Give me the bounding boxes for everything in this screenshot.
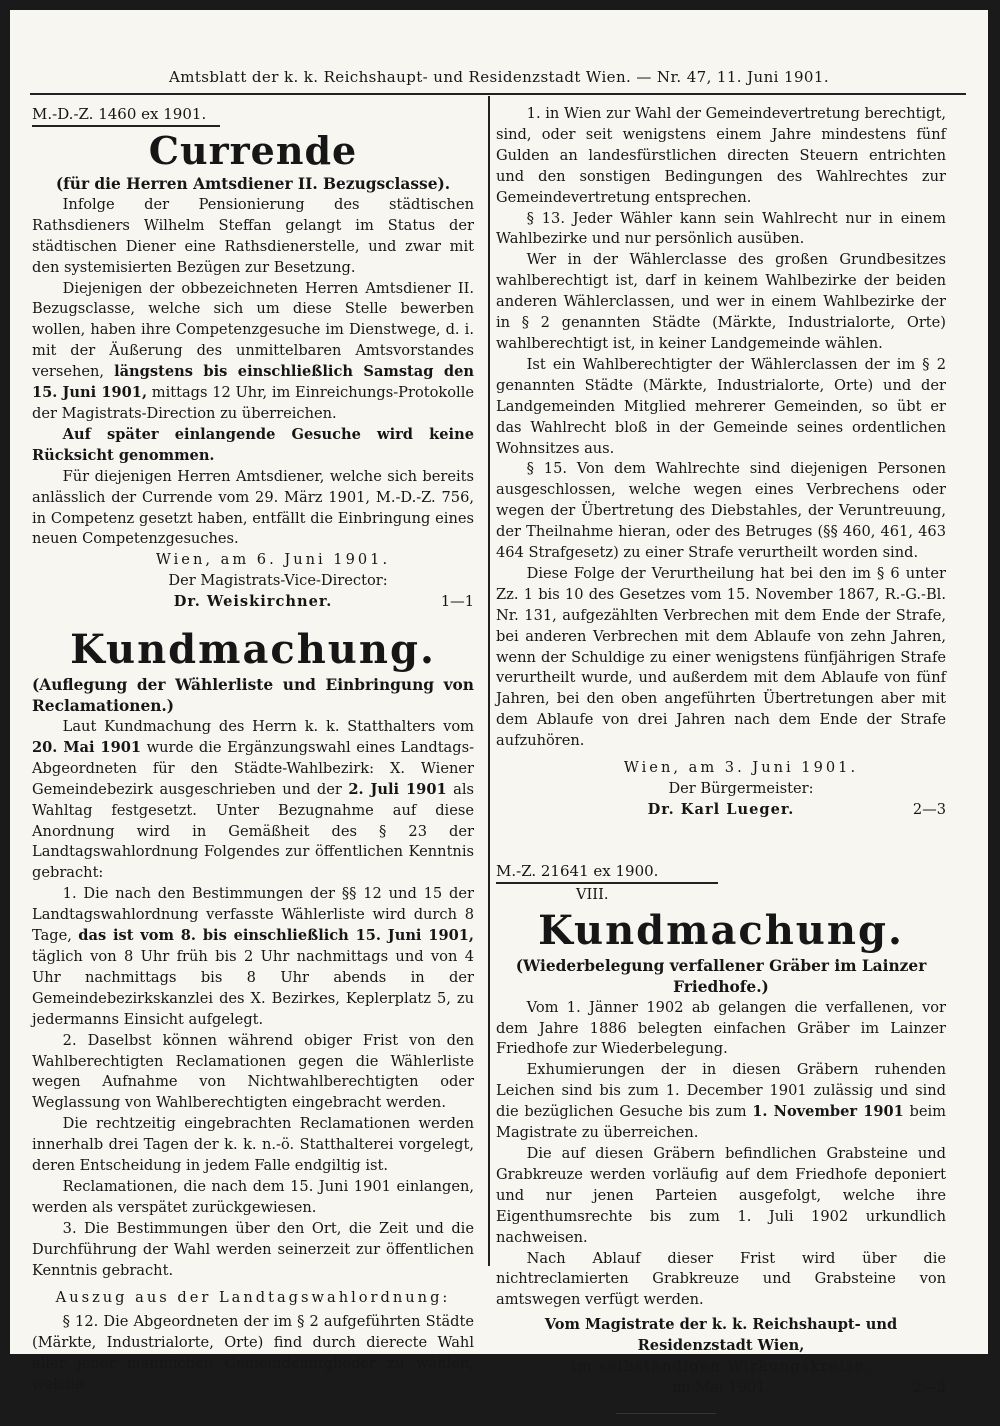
paragraph-12: § 12. Die Abgeordneten der im § 2 aufgeführten Städte (Märkte, Industrialorte, Orte) find durch dierecte Wahl aller jener männlichen Gemeindemitglieder zu wählen, welche — [32, 1313, 474, 1394]
continuation-paragraph: Wer in der Wählerclasse des großen Grundbesitzes wahlberechtigt ist, darf in keinem Wahlbezirke der beiden anderen Wählerclassen, und wer in einem Wahlbezirke der in § 2 genannten Städte (Märkte, Industrialorte, Orte) wahlberechtigt ist, in keiner Landgemeinde wählen. — [496, 251, 946, 352]
kundmachung-paragraph: Reclamationen, die nach dem 15. Juni 1901 einlangen, werden als verspätet zurückgewiesen. — [32, 1177, 474, 1216]
kundmachung2-sphere: im selbständigen Wirkungskreise, — [571, 1358, 871, 1376]
kundmachung-item: 2. Daselbst können während obiger Frist von den Wahlberechtigten Reclamationen gegen die Wählerliste wegen Aufnahme von Nichtwahlberechtigten oder Weglassung von Wahlberechtigten eingebracht werden. — [32, 1031, 474, 1112]
kundmachung2-date: im Mai 1901. — [672, 1378, 770, 1396]
currende-signature — [32, 592, 474, 613]
kundmachung-title: Kundmachung. — [70, 626, 436, 674]
currende-place-date: Wien, am 6. Juni 1901. — [155, 551, 391, 569]
currende-tag: 1—1 — [440, 593, 474, 611]
paragraph-15: § 15. Von dem Wahlrechte sind diejenigen Personen ausgeschlossen, welche wegen eines Verbrechens oder wegen der Übertretung des Diebstahles, der Veruntreuung, der Theilnahme hieran, oder des Betruges (§§ 460, 461, 463 464 Strafgesetz) zu einer Strafe verurtheilt worden sind. — [496, 460, 946, 562]
column-divider — [488, 96, 490, 1266]
currende-paragraph: Diejenigen der obbezeichneten Herren Amtsdiener II. Bezugsclasse, welche sich um diese Stelle bewerben wollen, haben ihre Competenzgesuche im Dienstwege, d. i. mit der Äußerung des unmittelbaren Amtsvorstandes versehen, längstens bis einschließlich Samstag den 15. Juni 1901, mittags 12 Uhr, im Einreichungs-Protokolle der Magistrats-Direction zu überreichen. — [32, 279, 475, 422]
kundmachung-item: 1. Die nach den Bestimmungen der §§ 12 und 15 der Landtagswahlordnung verfasste Wählerliste wird durch 8 Tage, das ist vom 8. bis einschließlich 15. Juni 1901, täglich von 8 Uhr früh bis 2 Uhr nachmittags und von 4 Uhr nachmittags bis 8 Uhr abends in der Gemeindebezirkskanzlei des X. Bezirkes, Keplerplatz 5, zu jedermanns Einsicht aufgelegt. — [32, 885, 474, 1028]
header-rule — [30, 93, 966, 95]
kundmachung2-reference: M.-Z. 21641 ex 1900. — [496, 861, 718, 884]
kundmachung2-paragraph: Nach Ablauf dieser Frist wird über die nichtreclamierten Grabkreuze und Grabsteine von amtswegen verfügt werden. — [496, 1249, 946, 1309]
kundmachung-paragraph: Laut Kundmachung des Herrn k. k. Statthalters vom 20. Mai 1901 wurde die Ergänzungswahl eines Landtags-Abgeordneten für den Städte-Wahlbezirk: X. Wiener Gemeindebezirk ausgeschrieben und der 2. Juli 1901 als Wahltag festgesetzt. Unter Bezugnahme auf diese Anordnung wird in Gemäßheit des § 23 der Landtagswahlordnung Folgendes zur öffentlichen Kenntnis gebracht: — [32, 718, 475, 882]
kundmachung2-department: VIII. — [576, 885, 609, 903]
currende-reference: M.-D.-Z. 1460 ex 1901. — [32, 104, 220, 127]
lueger-tag: 2—3 — [912, 800, 946, 818]
left-column — [32, 104, 474, 1396]
paragraph-13: § 13. Jeder Wähler kann sein Wahlrecht nur in einem Wahlbezirke und nur persönlich ausüben. — [496, 209, 946, 248]
kundmachung2-tag: 2—3 — [912, 1378, 946, 1396]
kundmachung-paragraph: Die rechtzeitig eingebrachten Reclamationen werden innerhalb drei Tagen der k. k. n.-ö. Statthalterei vorgelegt, deren Entscheidung in jedem Falle endgiltig ist. — [32, 1115, 474, 1175]
continuation-paragraph: 1. in Wien zur Wahl der Gemeindevertretung berechtigt, sind, oder seit wenigstens einem Jahre mindestens fünf Gulden an landesfürstlichen directen Steuern entrichten und den sonstigen Bedingungen des Wahlrechtes zur Gemeindevertretung entsprechen. — [496, 105, 946, 206]
continuation-paragraph: Ist ein Wahlberechtigter der Wählerclassen der im § 2 genannten Städte (Märkte, Industrialorte, Orte) und der Landgemeinden Mitglied mehrerer Gemeinden, so übt er das Wahlrecht bloß in der Gemeinde seines ordentlichen Wohnsitzes aus. — [496, 355, 946, 457]
currende-title: Currende — [148, 127, 358, 173]
right-column — [496, 104, 946, 1426]
currende-paragraph: Infolge der Pensionierung des städtischen Rathsdieners Wilhelm Steffan gelangt im Status der städtischen Diener eine Rathsdienerstelle, und zwar mit den systemisierten Bezügen zur Besetzung. — [32, 195, 474, 276]
lueger-signature — [496, 800, 946, 821]
currende-signer-role: Der Magistrats-Vice-Director: — [168, 572, 388, 590]
currende-signer-name: Dr. Weiskirchner. — [173, 593, 333, 611]
closing-rule — [616, 1413, 716, 1414]
kundmachung2-subtitle: (Wiederbelegung verfallener Gräber im Lainzer Friedhofe.) — [515, 956, 927, 996]
running-header: Amtsblatt der k. k. Reichshaupt- und Residenzstadt Wien. — Nr. 47, 11. Juni 1901. — [168, 68, 829, 86]
currende-subtitle: (für die Herren Amtsdiener II. Bezugsclasse). — [55, 174, 451, 193]
kundmachung2-authority: Vom Magistrate der k. k. Reichshaupt- und Residenzstadt Wien, — [544, 1316, 898, 1355]
continuation-paragraph: Diese Folge der Verurtheilung hat bei den im § 6 unter Zz. 1 bis 10 des Gesetzes vom 15. November 1867, R.-G.-Bl. Nr. 131, aufgezählten Verbrechen mit dem Ende der Strafe, bei anderen Verbrechen mit dem Ablaufe von zehn Jahren, wenn der Schuldige zu einer wenigstens fünfjährigen Strafe verurtheilt wurde, und außerdem mit dem Ablaufe von fünf Jahren, bei den oben angeführten Übertretungen aber mit dem Ablaufe von drei Jahren nach dem Ende der Strafe aufzuhören. — [496, 564, 946, 750]
lueger-signer-name: Dr. Karl Lueger. — [647, 800, 795, 818]
currende-paragraph: Für diejenigen Herren Amtsdiener, welche sich bereits anlässlich der Currende vom 29. März 1901, M.-D.-Z. 756, in Competenz gesetzt haben, entfällt die Einbringung eines neuen Competenzgesuches. — [32, 467, 474, 548]
kundmachung2-paragraph: Exhumierungen der in diesen Gräbern ruhenden Leichen sind bis zum 1. December 1901 zulässig und sind die bezüglichen Gesuche bis zum 1. November 1901 beim Magistrate zu überreichen. — [496, 1061, 946, 1142]
lueger-signer-role: Der Bürgermeister: — [668, 780, 814, 797]
newspaper-page — [10, 10, 988, 1396]
currende-notice: Auf später einlangende Gesuche wird keine Rücksicht genommen. — [32, 425, 474, 464]
kundmachung-item: 3. Die Bestimmungen über den Ort, die Zeit und die Durchführung der Wahl werden seinerzeit zur öffentlichen Kenntnis gebracht. — [32, 1219, 474, 1279]
kundmachung-subtitle: (Auflegung der Wählerliste und Einbringung von Reclamationen.) — [32, 676, 474, 716]
kundmachung2-paragraph: Die auf diesen Gräbern befindlichen Grabsteine und Grabkreuze werden vorläufig auf dem Friedhofe deponiert und nur jenen Parteien ausgefolgt, welche ihre Eigenthumsrechte bis zum 1. Juli 1902 urkundlich nachweisen. — [496, 1144, 946, 1246]
kundmachung2-date-line — [496, 1378, 946, 1399]
lueger-place-date: Wien, am 3. Juni 1901. — [623, 759, 859, 777]
excerpt-heading: Auszug aus der Landtagswahlordnung: — [55, 1288, 451, 1306]
kundmachung2-paragraph: Vom 1. Jänner 1902 ab gelangen die verfallenen, vor dem Jahre 1886 belegten einfachen Gräber im Lainzer Friedhofe zur Wiederbelegung. — [496, 998, 946, 1058]
deadline-text: längstens bis einschließlich Samstag den 15. Juni 1901, — [32, 363, 474, 402]
kundmachung2-title: Kundmachung. — [538, 906, 904, 954]
